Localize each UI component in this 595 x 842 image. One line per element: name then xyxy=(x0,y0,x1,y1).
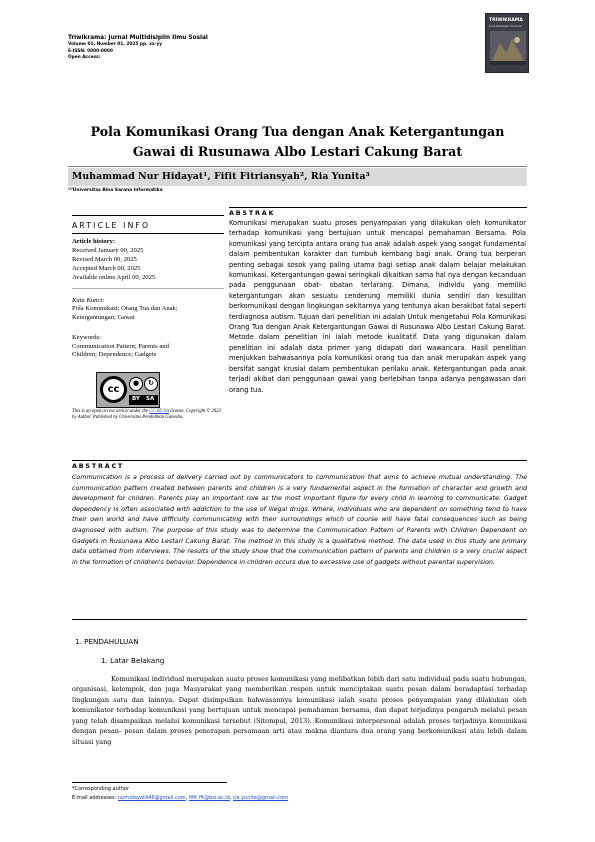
email-link-2[interactable]: fifit.fft@bsi.ac.id xyxy=(188,795,230,801)
paper-title-line-2: Gawai di Rusunawa Albo Lestari Cakung Barat xyxy=(132,144,463,159)
keywords-line-1: Communication Pattern; Parents and xyxy=(72,343,169,350)
journal-access: Open Access: xyxy=(68,55,101,61)
cc-label-strip xyxy=(129,395,158,405)
subsection-heading-latar-belakang: 1. Latar Belakang xyxy=(101,656,165,665)
abstract-body: Communication is a process of delivery carried out by communicators to communication that aims to achieve mutual understanding. The communication pattern created between parents and children is a very fundamental aspect in the formation of character and growth and development for children. Parents play an important role as the most important figure for every child in learning to communicate. Gadget dependency is often associated with addiction to the use of illegal drugs. Where, individuals who are dependent on something tend to have their own world and have difficulty communicating with their surroundings which of course will have fatal consequences such as being diagnosed with autism. The purpose of this study was to determine the Communication Pattern of Parents with Children Dependent on Gadgets in Rusunawa Albo Lestari Cakung Barat. The method in this study is a qualitative method. The data used in this study are primary data obtained from interviews. The results of the study show that the communication pattern of parents and children is a very crucial aspect in the formation of children's behavior. Dependence in children occurs due to excessive use of gadgets without parental supervision. xyxy=(72,474,527,566)
keywords-label: Keywords: xyxy=(72,334,101,341)
journal-header xyxy=(68,34,428,62)
cover-subtitle: Jurnal Multidisiplin Ilmu Sosial xyxy=(489,25,522,28)
article-info-heading: ARTICLE INFO xyxy=(72,221,151,230)
abstract-heading: ABSTRACT xyxy=(72,462,125,470)
abstract-bottom-rule xyxy=(72,619,527,620)
journal-name: Triwikrama: Jurnal Multidisiplin Ilmu Sosial xyxy=(68,35,208,41)
paper-title-line-1: Pola Komunikasi Orang Tua dengan Anak Ketergantungan xyxy=(90,124,505,139)
corresponding-author-note: *Corresponding author xyxy=(72,786,130,792)
section-heading-pendahuluan: 1. PENDAHULUAN xyxy=(75,637,139,646)
title-divider xyxy=(68,166,527,167)
email-link-3[interactable]: ria.yunita@gmail.com xyxy=(233,795,288,801)
author-emails xyxy=(72,795,288,801)
by-label: BY xyxy=(132,396,140,402)
footnote-rule xyxy=(72,782,227,783)
abstract-top-rule xyxy=(72,460,527,461)
license-notice xyxy=(72,409,224,421)
kata-kunci-line-1: Pola Komunikasi; Orang Tua dan Anak; xyxy=(72,305,178,312)
cover-artwork xyxy=(490,31,526,65)
abstrak-top-rule xyxy=(229,207,527,208)
received-date: Received January 00, 2025 xyxy=(72,247,144,254)
email-label: E-mail addresses: xyxy=(72,795,118,801)
author-list: Muhammad Nur Hidayat¹, Fifit Fitriansyah², Ria Yunita³ xyxy=(72,171,370,182)
kata-kunci-label: Kata Kunci: xyxy=(72,297,105,304)
license-text-after: license. Copyright © 2023 by Author. Published by Universitas Pendidikan Ganesha. xyxy=(72,409,221,420)
body-paragraph: Komunikasi individual merupakan suatu proses komunikasi yang melibatkan lebih dari satu individual pada suatu hubungan, organisasi, kelompok, dan juga Masyarakat yang memberikan respon untuk menciptakan suatu pesan dalam beradaptasi terhadap lingkungan satu dan lainnya. Dapat disimpulkan bahwasannya komunikasi ialah suatu proses penyampaian yang dilakukan oleh komunikator terhadap komunikasi yang bertujuan untuk mencapai pemahaman bersama, dan dapat terjadinya pengaruh melalui pesan yang telah disampaikan melalui komunikasi tersebut (Sitompul, 2013). Komunikasi interpersonal adalah proses terjadinya komunikasi dengan pesan- pesan dalam proses penerapan persamaan arti atau makna diantara dua orang yang berkomunikasi atau lebih dalam situasi yang xyxy=(72,675,527,746)
history-divider xyxy=(72,288,224,289)
article-info-bottom-rule xyxy=(72,233,224,234)
by-person-icon: ● xyxy=(129,377,143,391)
email-separator-1: , xyxy=(185,795,189,801)
abstrak-body: Komunikasi merupakan suatu proses penyampaian yang dilakukan oleh komunikator terhadap komunikasi yang bertujuan untuk mencapai pemahaman Bersama. Pola komunikasi yang tercipta antara orang tua anak adalah aspek yang sangat fundamental dalam pembentukan karakter dan tumbuh kembang bagi anak. Orang tua berperan penting sebagai sosok yang paling utama bagi setiap anak dalam belajar melakukan komunikasi. Ketergantungan gawai seringkali dikaitkan sama hal nya dengan kecanduan pada penggunaan obat- obatan terlarang. Dimana, individu yang memiliki ketergantungan akan sesuatu cenderung memiliki dunia sendiri dan kesulitan berkomunikasi dengan lingkungan sekitarnya yang tentunya akan berakibat fatal seperti terdiagnosa autism. Tujuan dari penelitian ini adalah Untuk mengetahui Pola Komunikasi Orang Tua dengan Anak Ketergantungan Gawai di Rusunawa Albo Lestari Cakung Barat. Metode dalam penelitian ini ialah metode kualitatif. Data yang digunakan dalam penelitian ini adalah data primer yang didapati dari wawancara. Hasil penelitian menjukkan bahwasannya pola komunikasi orang tua dan anak merupakan aspek yang bersifat sangat krusial dalam pembentukan perilaku anak. Ketergantungan pada anak terjadi akibat dari penggunaan gawai yang berlebihan tanpa adanya pengawasan dari orang tua. xyxy=(229,219,526,394)
article-info-top-rule xyxy=(72,215,224,216)
sa-label: SA xyxy=(146,396,155,402)
keywords-line-2: Children; Dependence; Gadgets xyxy=(72,351,157,358)
paper-title xyxy=(40,122,555,162)
revised-date: Revised March 00, 2025 xyxy=(72,256,137,263)
accepted-date: Accepted March 00, 2025 xyxy=(72,265,141,272)
article-history-label: Article history: xyxy=(72,238,116,245)
license-text-before: This is an open access article under the xyxy=(72,409,150,414)
journal-volume: Volume 01, Number 01, 2025 pp. xx-yy xyxy=(68,42,163,47)
email-separator-2: , xyxy=(229,795,234,801)
available-online-date: Available online April 00, 2025 xyxy=(72,274,156,281)
journal-eissn: E-ISSN: 0000-0000 xyxy=(68,48,113,54)
email-link-1[interactable]: nurhidayat946@gmail.com xyxy=(117,795,186,801)
author-affiliation: ¹ʲ³Universitas Bina Sarana Informatika xyxy=(68,188,163,193)
cc-by-sa-badge[interactable] xyxy=(96,372,160,408)
kata-kunci-line-2: Ketergantungan; Gawai xyxy=(72,314,135,321)
cc-license-link[interactable]: CC BY-SA xyxy=(149,409,169,414)
cc-logo-icon: cc xyxy=(100,376,127,403)
abstrak-heading: ABSTRAK xyxy=(229,209,276,217)
journal-cover-image xyxy=(485,13,529,73)
cover-title: TRIWIKRAMA xyxy=(489,18,523,23)
sa-share-icon: ↻ xyxy=(144,377,158,391)
